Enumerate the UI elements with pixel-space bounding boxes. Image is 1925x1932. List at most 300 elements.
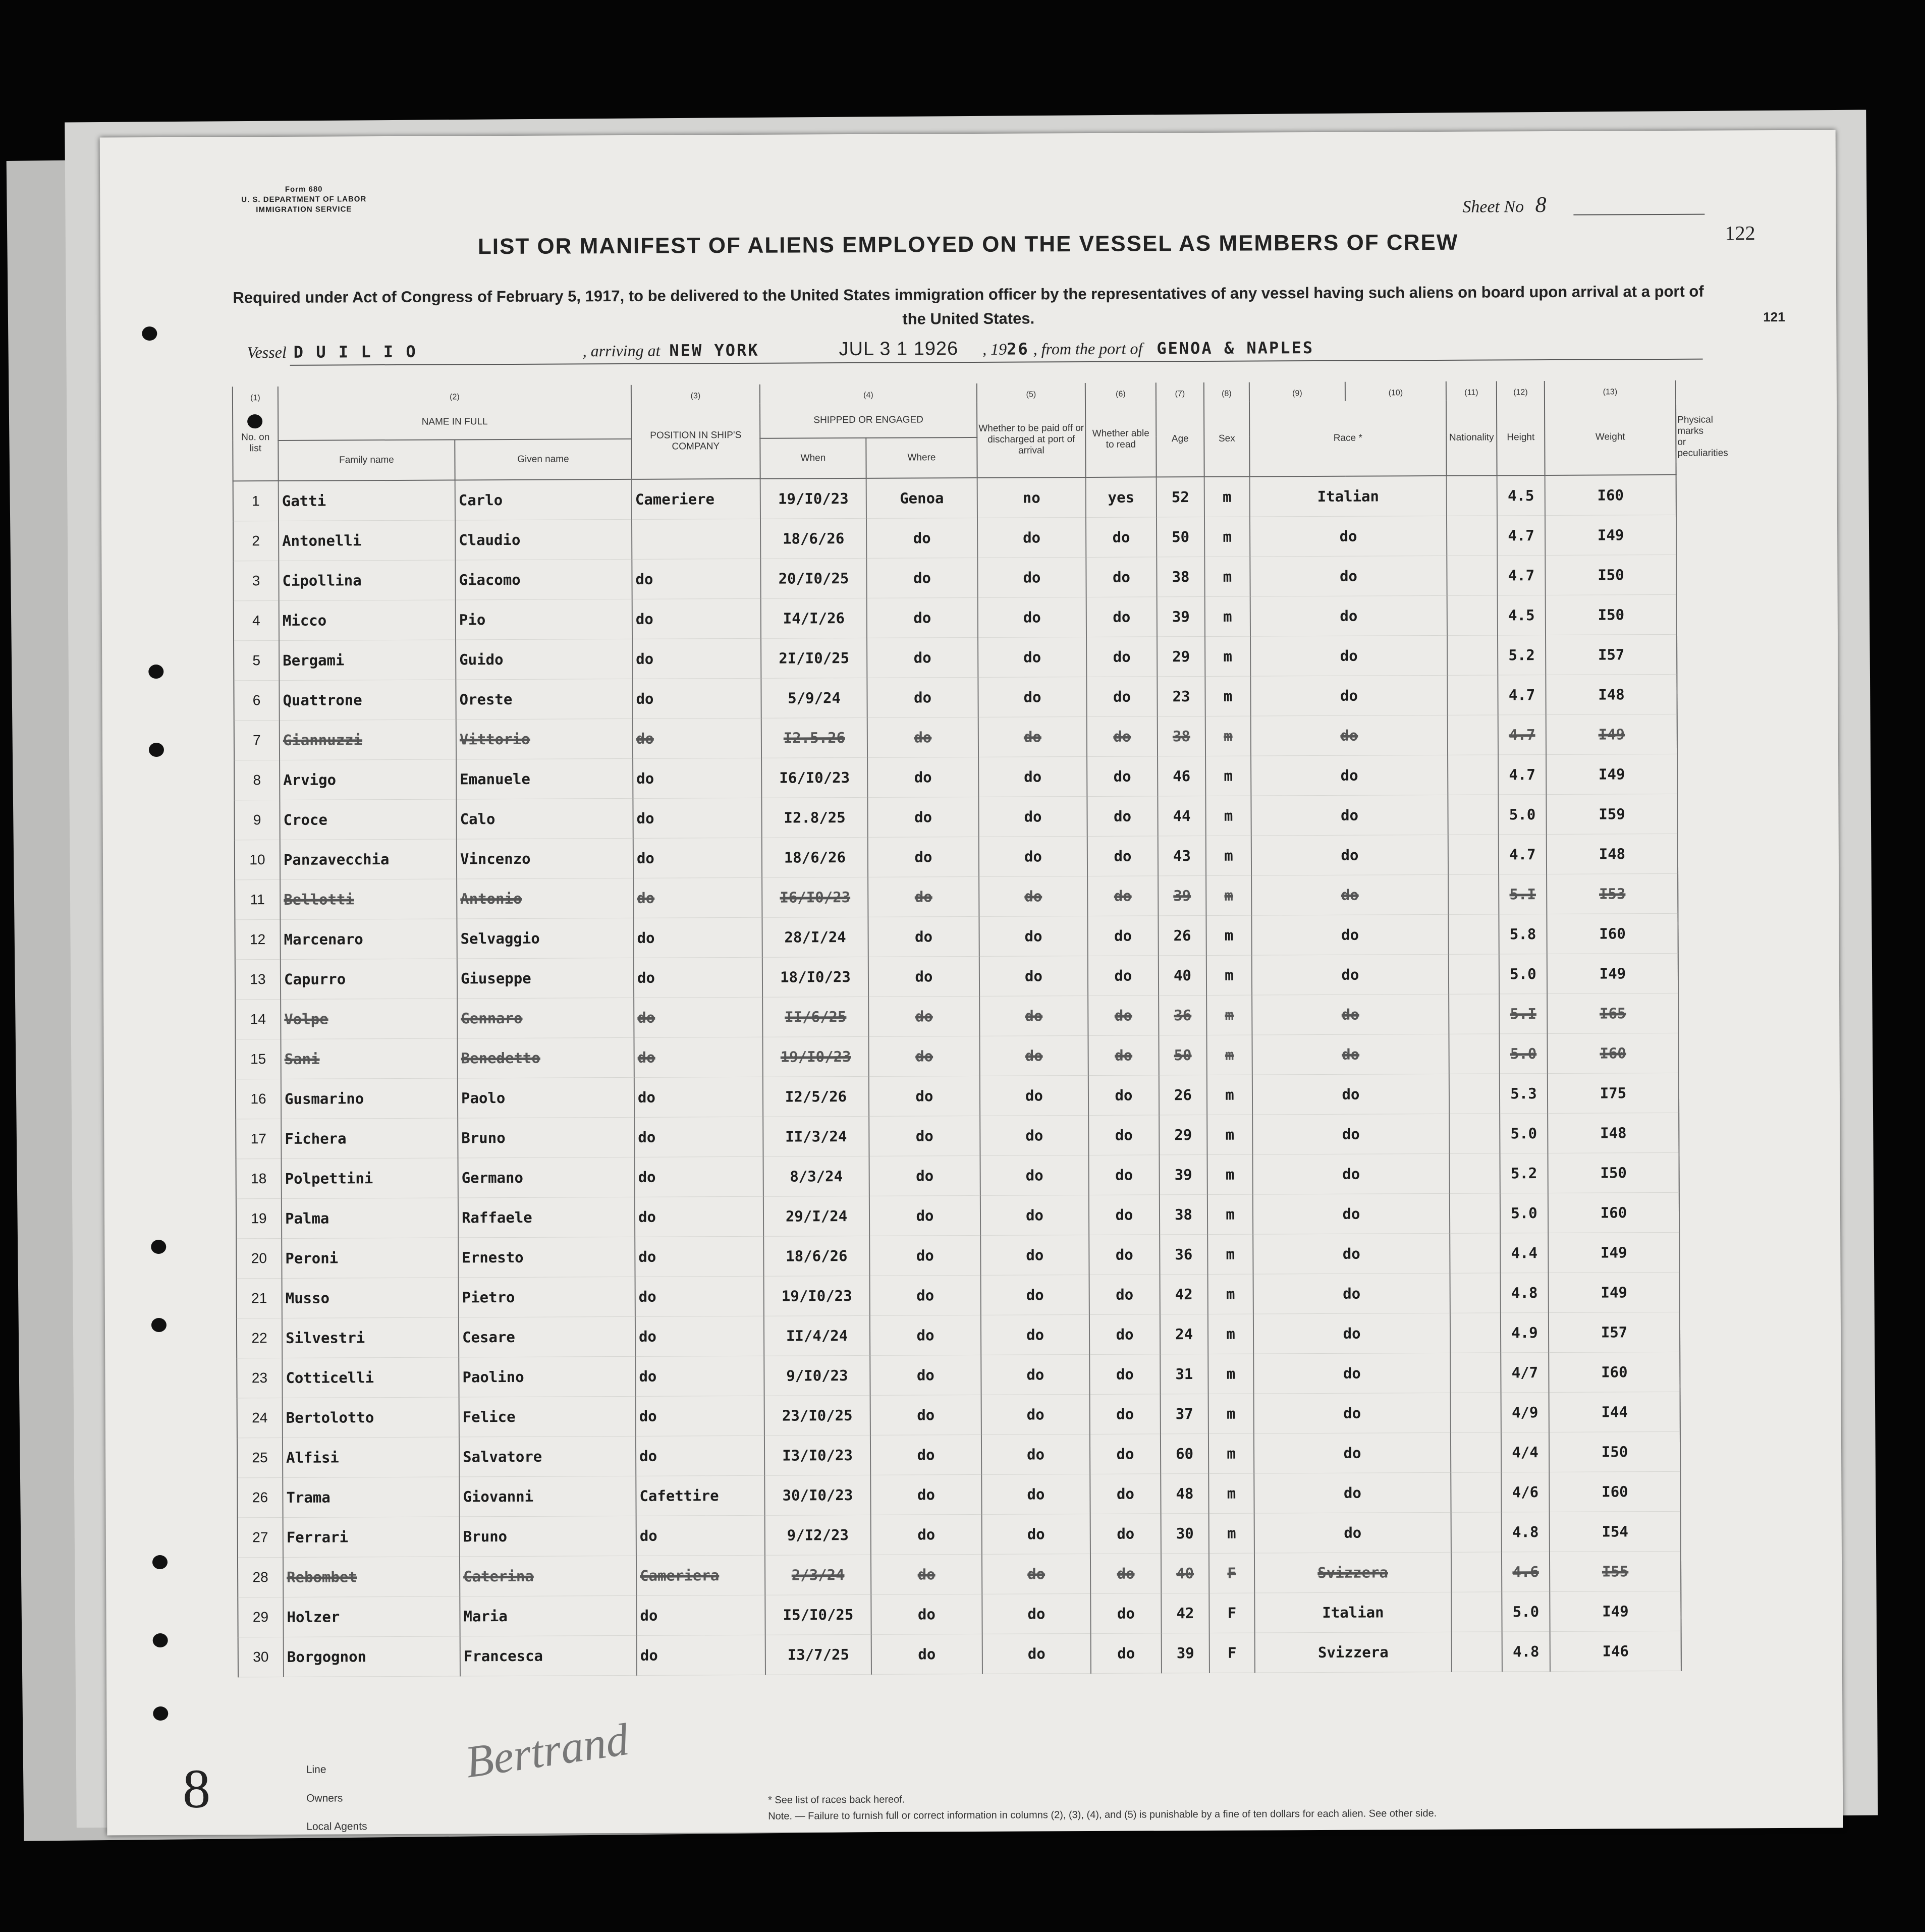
given-name-cell: Vincenzo: [457, 838, 633, 879]
col-number: (4): [760, 383, 977, 404]
age-cell: 23: [1157, 676, 1205, 716]
table-row: [233, 475, 1676, 521]
col-number: (12): [1497, 381, 1545, 400]
paid-off-cell: do: [982, 1554, 1090, 1594]
race-cell: do: [1251, 795, 1448, 836]
position-cell: do: [633, 917, 762, 958]
table-row: [237, 1312, 1680, 1358]
family-name-cell: Musso: [282, 1278, 459, 1318]
paid-off-cell: do: [981, 1354, 1089, 1395]
given-name-cell: Calo: [456, 798, 633, 839]
races-note: * See list of races back hereof.: [768, 1794, 905, 1806]
position-cell: [632, 519, 760, 559]
nationality-cell: [1450, 1353, 1501, 1393]
shipped-when-cell: I3/7/25: [765, 1634, 871, 1675]
signature: Bertrand: [462, 1714, 632, 1788]
table-row: [235, 834, 1678, 879]
shipped-where-cell: do: [868, 1036, 979, 1076]
shipped-where-cell: do: [869, 1235, 980, 1276]
paid-off-cell: do: [979, 956, 1088, 996]
shipped-where-cell: do: [870, 1395, 981, 1435]
family-name-cell: Marcenaro: [280, 919, 457, 960]
sex-cell: m: [1205, 756, 1251, 796]
nationality-cell: [1449, 1034, 1499, 1074]
table-row: [237, 1471, 1680, 1517]
nationality-cell: [1448, 715, 1498, 755]
sex-cell: F: [1209, 1593, 1254, 1633]
shipped-when-cell: 18/6/26: [762, 837, 868, 877]
row-number: 11: [235, 879, 280, 919]
position-cell: do: [636, 1436, 764, 1476]
position-cell: do: [636, 1396, 764, 1436]
position-cell: do: [633, 877, 762, 918]
height-cell: 4.8: [1502, 1632, 1550, 1672]
family-name-cell: Peroni: [282, 1238, 458, 1279]
sex-cell: m: [1205, 796, 1251, 836]
vessel-name: D U I L I O: [293, 342, 417, 362]
race-cell: do: [1251, 914, 1448, 955]
able-to-read-cell: do: [1088, 956, 1159, 996]
page-number: 122: [1725, 222, 1755, 245]
sex-cell: m: [1206, 836, 1251, 875]
sex-cell: m: [1209, 1513, 1254, 1553]
able-to-read-cell: do: [1087, 716, 1158, 757]
sex-cell: m: [1208, 1274, 1253, 1314]
row-number: 1: [233, 481, 279, 521]
height-cell: 5.0: [1500, 1114, 1548, 1153]
nationality-cell: [1451, 1592, 1502, 1632]
paid-off-cell: no: [977, 477, 1086, 518]
age-cell: 43: [1158, 836, 1206, 875]
paid-off-cell: do: [978, 597, 1086, 637]
sex-cell: m: [1207, 1194, 1253, 1234]
given-name-cell: Vittorio: [456, 719, 633, 759]
able-to-read-cell: do: [1087, 916, 1158, 956]
vessel-line: [247, 337, 1314, 363]
col-number: (13): [1545, 380, 1676, 400]
age-cell: 30: [1161, 1513, 1209, 1553]
nationality-cell: [1449, 994, 1499, 1034]
age-cell: 31: [1160, 1354, 1208, 1394]
nationality-cell: [1447, 475, 1497, 516]
age-cell: 40: [1159, 955, 1206, 995]
given-name-cell: Paolino: [459, 1356, 635, 1397]
family-name-cell: Cotticelli: [282, 1357, 459, 1398]
sex-cell: m: [1207, 1234, 1253, 1274]
position-cell: do: [635, 1236, 763, 1277]
family-name-cell: Volpe: [281, 999, 457, 1039]
table-row: [233, 515, 1676, 561]
row-number: 21: [237, 1278, 282, 1318]
race-cell: do: [1252, 1034, 1449, 1075]
sex-cell: m: [1205, 636, 1250, 676]
race-cell: do: [1253, 1313, 1450, 1354]
shipped-when-cell: 8/3/24: [763, 1156, 869, 1196]
age-cell: 40: [1161, 1553, 1209, 1593]
weight-cell: I57: [1549, 1312, 1680, 1352]
weight-cell: I60: [1549, 1471, 1680, 1512]
row-number: 4: [234, 600, 279, 640]
race-cell: Italian: [1250, 476, 1447, 517]
age-cell: 29: [1157, 636, 1205, 676]
shipped-when-cell: 9/I2/23: [765, 1515, 871, 1555]
paid-off-cell: do: [980, 1235, 1089, 1275]
crew-rows: [233, 475, 1681, 1677]
row-number: 25: [237, 1438, 283, 1477]
header-where: Where: [866, 437, 977, 478]
position-cell: do: [636, 1515, 765, 1556]
family-name-cell: Alfisi: [283, 1437, 459, 1478]
punch-hole: [142, 326, 157, 341]
punch-hole: [153, 1706, 168, 1721]
able-to-read-cell: do: [1089, 1314, 1160, 1355]
year-prefix: , 19: [982, 340, 1007, 358]
race-cell: Svizzera: [1254, 1552, 1451, 1593]
family-name-cell: Polpettini: [282, 1158, 458, 1199]
shipped-where-cell: do: [867, 797, 978, 837]
paid-off-cell: do: [979, 1035, 1088, 1076]
position-cell: do: [633, 758, 761, 798]
age-cell: 50: [1157, 517, 1204, 557]
able-to-read-cell: do: [1086, 597, 1157, 637]
race-cell: do: [1251, 835, 1448, 875]
header-weight: Weight: [1545, 400, 1676, 475]
row-number: 22: [237, 1318, 282, 1358]
able-to-read-cell: do: [1090, 1434, 1161, 1474]
shipped-where-cell: do: [868, 837, 979, 877]
from-label: , from the port of: [1033, 339, 1143, 358]
row-number: 16: [236, 1079, 281, 1119]
family-name-cell: Ferrari: [283, 1517, 460, 1558]
nationality-cell: [1450, 1193, 1500, 1233]
position-cell: do: [635, 1196, 763, 1237]
age-cell: 52: [1157, 477, 1204, 517]
weight-cell: I49: [1545, 515, 1676, 555]
shipped-when-cell: I6/I0/23: [762, 877, 868, 917]
position-cell: do: [635, 1356, 764, 1396]
weight-cell: I49: [1546, 754, 1677, 794]
shipped-when-cell: 29/I/24: [763, 1196, 869, 1236]
shipped-when-cell: I4/I/26: [761, 598, 867, 638]
paid-off-cell: do: [980, 1115, 1088, 1155]
age-cell: 24: [1160, 1314, 1208, 1354]
position-cell: do: [635, 1156, 763, 1197]
race-cell: do: [1253, 1353, 1450, 1394]
able-to-read-cell: do: [1090, 1514, 1161, 1554]
shipped-where-cell: do: [868, 996, 979, 1036]
family-name-cell: Gusmarino: [281, 1078, 458, 1119]
able-to-read-cell: yes: [1086, 477, 1157, 517]
shipped-where-cell: do: [866, 518, 977, 558]
able-to-read-cell: do: [1088, 996, 1159, 1036]
position-cell: Cameriera: [636, 1555, 765, 1595]
given-name-cell: Pietro: [459, 1277, 635, 1317]
document-title: LIST OR MANIFEST OF ALIENS EMPLOYED ON THE VESSEL AS MEMBERS OF CREW: [477, 230, 1459, 259]
family-name-cell: Capurro: [281, 959, 457, 1000]
nationality-cell: [1449, 1074, 1500, 1114]
punch-hole: [152, 1555, 168, 1569]
shipped-when-cell: I2/5/26: [763, 1076, 869, 1117]
shipped-where-cell: do: [868, 916, 979, 957]
header-shipped-or-engaged: SHIPPED OR ENGAGED: [760, 403, 977, 438]
height-cell: 5.I: [1499, 994, 1547, 1034]
position-cell: do: [634, 1117, 763, 1157]
local-agents-label: Local Agents: [306, 1820, 367, 1833]
row-number: 7: [234, 720, 280, 760]
age-cell: 26: [1158, 915, 1206, 955]
punch-hole: [153, 1633, 168, 1647]
table-row: [234, 714, 1677, 760]
given-name-cell: Selvaggio: [457, 918, 633, 959]
height-cell: 4/9: [1501, 1393, 1549, 1432]
age-cell: 42: [1161, 1593, 1209, 1633]
table-row: [237, 1272, 1680, 1318]
shipped-where-cell: Genoa: [866, 478, 977, 518]
table-row: [236, 1152, 1679, 1198]
weight-cell: I48: [1547, 834, 1678, 874]
weight-cell: I44: [1549, 1392, 1680, 1432]
shipped-where-cell: do: [868, 876, 979, 917]
col-number: (11): [1446, 381, 1497, 400]
weight-cell: I50: [1545, 555, 1676, 595]
height-cell: 4.7: [1498, 755, 1546, 795]
row-number: 5: [234, 640, 279, 680]
row-number: 18: [236, 1158, 282, 1198]
age-cell: 36: [1160, 1234, 1207, 1274]
sheet-number-value: 8: [1535, 192, 1547, 217]
position-cell: do: [633, 718, 761, 758]
position-cell: Cafettire: [636, 1475, 764, 1516]
race-cell: do: [1251, 715, 1448, 756]
weight-cell: I60: [1547, 913, 1678, 954]
row-number: 19: [236, 1198, 282, 1238]
family-name-cell: Trama: [283, 1477, 459, 1518]
header-nationality: Nationality: [1446, 400, 1497, 475]
able-to-read-cell: do: [1089, 1235, 1160, 1275]
nationality-cell: [1451, 1552, 1502, 1592]
row-number: 20: [236, 1238, 282, 1278]
position-cell: do: [635, 1276, 764, 1316]
stamp-number: 121: [1763, 309, 1785, 325]
given-name-cell: Felice: [459, 1396, 636, 1437]
table-row: [234, 594, 1677, 640]
height-cell: 4.7: [1498, 715, 1546, 755]
height-cell: 4.7: [1497, 556, 1545, 595]
given-name-cell: Giovanni: [459, 1476, 636, 1517]
header-height: Height: [1497, 400, 1545, 475]
position-cell: do: [635, 1316, 764, 1356]
paid-off-cell: do: [981, 1434, 1090, 1474]
weight-cell: I60: [1548, 1192, 1679, 1233]
col-number: (7): [1156, 382, 1204, 402]
position-cell: do: [632, 598, 761, 639]
height-cell: 5.3: [1500, 1074, 1548, 1114]
nationality-cell: [1447, 516, 1497, 556]
given-name-cell: Guido: [456, 639, 632, 680]
shipped-where-cell: do: [870, 1474, 981, 1515]
able-to-read-cell: do: [1088, 1035, 1159, 1076]
header-race: Race *: [1249, 401, 1447, 477]
age-cell: 60: [1161, 1433, 1208, 1473]
able-to-read-cell: do: [1089, 1275, 1160, 1315]
race-cell: Italian: [1254, 1592, 1451, 1633]
shipped-when-cell: 23/I0/25: [764, 1395, 870, 1436]
sex-cell: m: [1206, 875, 1251, 915]
family-name-cell: Bergami: [279, 640, 456, 681]
age-cell: 44: [1158, 796, 1205, 836]
family-name-cell: Fichera: [281, 1118, 458, 1159]
nationality-cell: [1447, 556, 1497, 595]
nationality-cell: [1451, 1393, 1501, 1432]
sheet-number-label: Sheet No: [1462, 197, 1524, 216]
weight-cell: I59: [1546, 794, 1677, 834]
height-cell: 5.8: [1499, 914, 1547, 954]
shipped-where-cell: do: [869, 1076, 980, 1116]
position-cell: do: [633, 838, 762, 878]
position-cell: do: [632, 559, 760, 599]
age-cell: 46: [1158, 756, 1205, 796]
sex-cell: m: [1204, 557, 1250, 596]
race-cell: do: [1251, 874, 1448, 915]
able-to-read-cell: do: [1087, 756, 1158, 797]
weight-cell: I50: [1549, 1431, 1680, 1472]
shipped-when-cell: I5/I0/25: [765, 1594, 871, 1635]
paid-off-cell: do: [977, 558, 1086, 598]
race-cell: do: [1254, 1472, 1451, 1513]
col-number: (5): [977, 383, 1085, 403]
position-cell: do: [633, 798, 761, 838]
form-identifier: [241, 184, 366, 215]
header-paid-off: Whether to be paid off or discharged at port of arrival: [977, 402, 1086, 478]
height-cell: 5.0: [1502, 1592, 1550, 1632]
height-cell: 4/4: [1501, 1432, 1549, 1472]
age-cell: 50: [1159, 1035, 1206, 1075]
row-number: 29: [238, 1597, 283, 1637]
nationality-cell: [1447, 675, 1498, 715]
sex-cell: m: [1205, 716, 1251, 756]
height-cell: 4.7: [1498, 675, 1546, 715]
sex-cell: m: [1204, 517, 1250, 557]
given-name-cell: Pio: [456, 599, 632, 640]
shipped-when-cell: I2.5.26: [761, 717, 867, 758]
height-cell: 5.0: [1498, 795, 1546, 835]
position-cell: do: [637, 1635, 765, 1675]
shipped-when-cell: II/4/24: [764, 1315, 870, 1356]
nationality-cell: [1450, 1313, 1501, 1353]
departure-port: GENOA & NAPLES: [1157, 338, 1314, 358]
col-number: (3): [631, 384, 760, 404]
weight-cell: I54: [1550, 1511, 1681, 1552]
table-row: [234, 794, 1677, 840]
header-age: Age: [1156, 402, 1204, 477]
sex-cell: m: [1206, 995, 1252, 1035]
paid-off-cell: do: [979, 916, 1087, 956]
weight-cell: I57: [1546, 634, 1677, 675]
weight-cell: I49: [1548, 1232, 1679, 1273]
shipped-where-cell: do: [870, 1275, 981, 1315]
given-name-cell: Francesca: [460, 1635, 637, 1676]
nationality-cell: [1449, 954, 1499, 994]
row-number: 23: [237, 1358, 282, 1398]
row-number: 9: [234, 800, 280, 840]
race-cell: do: [1253, 1193, 1450, 1234]
weight-cell: I50: [1548, 1152, 1679, 1193]
weight-cell: I60: [1549, 1352, 1680, 1392]
height-cell: 5.2: [1500, 1153, 1548, 1193]
race-cell: do: [1252, 994, 1449, 1035]
able-to-read-cell: do: [1086, 517, 1157, 558]
paid-off-cell: do: [981, 1275, 1089, 1315]
sex-cell: m: [1207, 1075, 1252, 1115]
failure-note: Note. — Failure to furnish full or correct information in columns (2), (3), (4), and (5) is punishable by a fine of ten dollars for each alien. See other side.: [768, 1807, 1437, 1822]
paid-off-cell: do: [978, 637, 1086, 677]
able-to-read-cell: do: [1086, 677, 1157, 717]
paid-off-cell: do: [981, 1474, 1090, 1514]
table-row: [235, 913, 1678, 959]
row-number: 13: [235, 959, 281, 999]
race-cell: do: [1250, 675, 1447, 716]
row-number: 3: [233, 561, 279, 600]
sex-cell: m: [1205, 596, 1250, 636]
table-row: [238, 1591, 1681, 1637]
sex-cell: m: [1208, 1473, 1254, 1513]
table-row: [238, 1511, 1681, 1557]
weight-cell: I55: [1550, 1551, 1681, 1591]
table-row: [235, 1033, 1678, 1079]
able-to-read-cell: do: [1089, 1195, 1160, 1235]
position-cell: do: [636, 1595, 765, 1635]
row-number: 15: [235, 1039, 281, 1079]
nationality-cell: [1452, 1632, 1502, 1672]
family-name-cell: Giannuzzi: [280, 720, 456, 760]
table-row: [235, 993, 1678, 1039]
age-cell: 39: [1159, 1154, 1207, 1194]
weight-cell: I48: [1548, 1113, 1679, 1153]
age-cell: 38: [1157, 557, 1204, 596]
paid-off-cell: do: [981, 1394, 1090, 1434]
punch-hole: [151, 1318, 167, 1332]
col-number: (8): [1204, 382, 1249, 402]
able-to-read-cell: do: [1088, 1115, 1159, 1155]
table-row: [233, 555, 1676, 600]
header-able-to-read: Whether able to read: [1085, 402, 1157, 477]
sheet-number: [1462, 192, 1547, 218]
family-name-cell: Antonelli: [279, 520, 455, 561]
sex-cell: m: [1204, 477, 1250, 517]
paid-off-cell: do: [980, 1075, 1088, 1116]
nationality-cell: [1448, 755, 1498, 795]
height-cell: 5.0: [1500, 1193, 1548, 1233]
row-number: 30: [238, 1637, 284, 1677]
paid-off-cell: do: [978, 716, 1087, 757]
position-cell: do: [634, 957, 762, 998]
shipped-where-cell: do: [867, 637, 978, 678]
header-physical-marks: Physical marks or peculiarities: [1677, 414, 1728, 459]
row-number: 14: [235, 999, 281, 1039]
sex-cell: m: [1207, 1115, 1252, 1154]
weight-cell: I50: [1546, 594, 1677, 635]
paid-off-cell: do: [977, 518, 1086, 558]
shipped-where-cell: do: [871, 1634, 982, 1674]
family-name-cell: Gatti: [279, 480, 455, 521]
position-cell: do: [634, 1037, 762, 1077]
age-cell: 37: [1161, 1394, 1208, 1433]
sex-cell: m: [1208, 1433, 1254, 1473]
race-cell: do: [1254, 1512, 1451, 1553]
table-row: [237, 1392, 1680, 1438]
height-cell: 4.5: [1497, 475, 1545, 516]
row-number: 24: [237, 1398, 283, 1438]
